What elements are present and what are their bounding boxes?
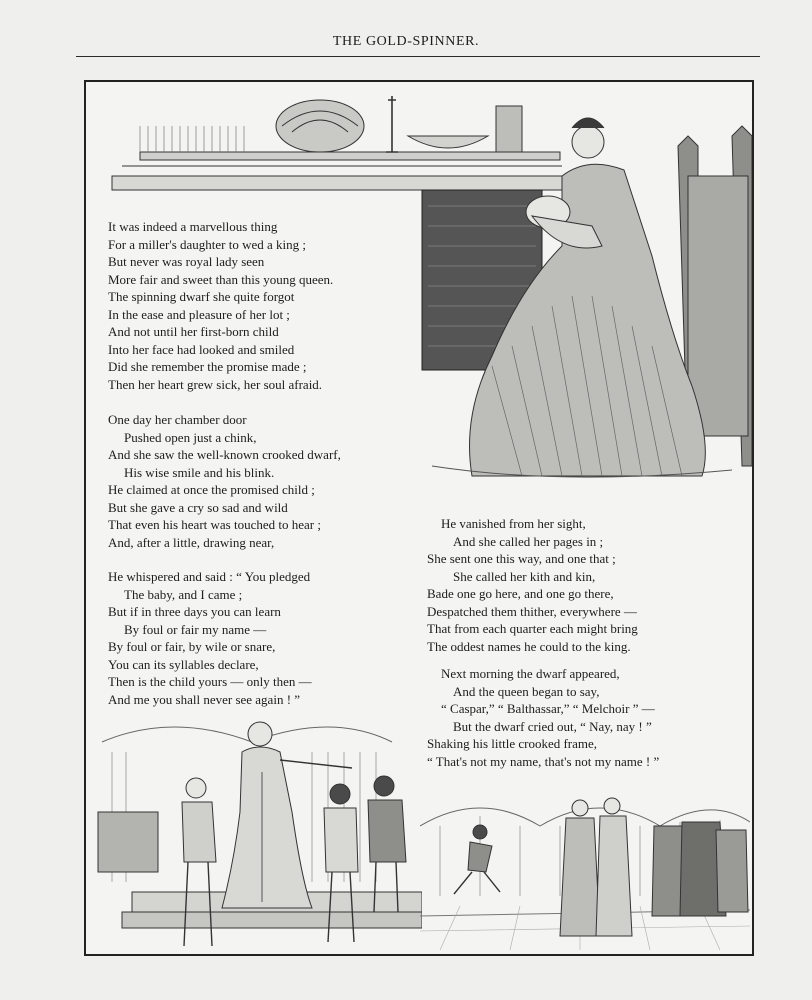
verse-line: “ Caspar,” “ Balthassar,” “ Melchoir ” — [441, 701, 655, 716]
verse-line: His wise smile and his blink. [124, 464, 275, 480]
verse-line: Then her heart grew sick, her soul afraid. [108, 376, 323, 392]
verse-line: One day her chamber door [108, 412, 247, 427]
stanza-1 [108, 218, 333, 393]
verse-line: By foul or fair my name — [124, 621, 267, 637]
running-head: THE GOLD-SPINNER. [332, 34, 480, 49]
verse-line: “ That's not my name, that's not my name ! ” [427, 753, 660, 769]
verse-line: In the ease and pleasure of her lot ; [108, 306, 290, 322]
verse-line: More fair and sweet than this young queen. [108, 271, 334, 287]
verse-line: She sent one this way, and one that ; [427, 551, 616, 566]
verse-line: And she called her pages in ; [453, 533, 604, 549]
verse-line: And me you shall never see again ! ” [108, 691, 301, 707]
verse-line: The baby, and I came ; [124, 586, 243, 602]
header-rule [76, 56, 760, 57]
queen-with-pages-engraving [92, 712, 422, 952]
verse-line: The spinning dwarf she quite forgot [108, 289, 295, 304]
verse-line: And not until her first-born child [108, 324, 279, 339]
verse-line: Then is the child yours — only then — [108, 674, 312, 689]
verse-line: And the queen began to say, [453, 683, 600, 699]
verse-line: For a miller's daughter to wed a king ; [108, 236, 307, 252]
stanza-2 [108, 411, 341, 551]
stanza-3 [108, 568, 312, 708]
verse-line: The oddest names he could to the king. [427, 638, 631, 654]
verse-line: Did she remember the promise made ; [108, 359, 307, 374]
verse-line: Despatched them thither, everywhere — [427, 603, 637, 619]
verse-line: By foul or fair, by wile or snare, [108, 639, 276, 654]
verse-line: Into her face had looked and smiled [108, 341, 295, 357]
verse-line: You can its syllables declare, [108, 656, 259, 672]
verse-line: She called her kith and kin, [453, 568, 596, 584]
stanza-5 [427, 665, 659, 770]
verse-line: He whispered and said : “ You pledged [108, 569, 311, 584]
verse-line: It was indeed a marvellous thing [108, 219, 278, 234]
verse-line: That from each quarter each might bring [427, 621, 638, 636]
verse-line: But never was royal lady seen [108, 254, 265, 269]
verse-line: Pushed open just a chink, [124, 429, 257, 445]
verse-line: But if in three days you can learn [108, 604, 281, 619]
verse-line: But she gave a cry so sad and wild [108, 499, 288, 515]
verse-line: He claimed at once the promised child ; [108, 482, 315, 497]
verse-line: He vanished from her sight, [441, 516, 586, 531]
verse-line: Bade one go here, and one go there, [427, 586, 614, 601]
verse-line: And she saw the well-known crooked dwarf, [108, 447, 341, 462]
stanza-4 [427, 515, 638, 655]
verse-line: But the dwarf cried out, “ Nay, nay ! ” [453, 718, 652, 734]
pages-in-hall-engraving [420, 786, 750, 950]
verse-line: And, after a little, drawing near, [108, 534, 275, 550]
verse-line: Next morning the dwarf appeared, [441, 666, 620, 681]
verse-line: That even his heart was touched to hear ; [108, 517, 321, 532]
verse-line: Shaking his little crooked frame, [427, 736, 598, 751]
